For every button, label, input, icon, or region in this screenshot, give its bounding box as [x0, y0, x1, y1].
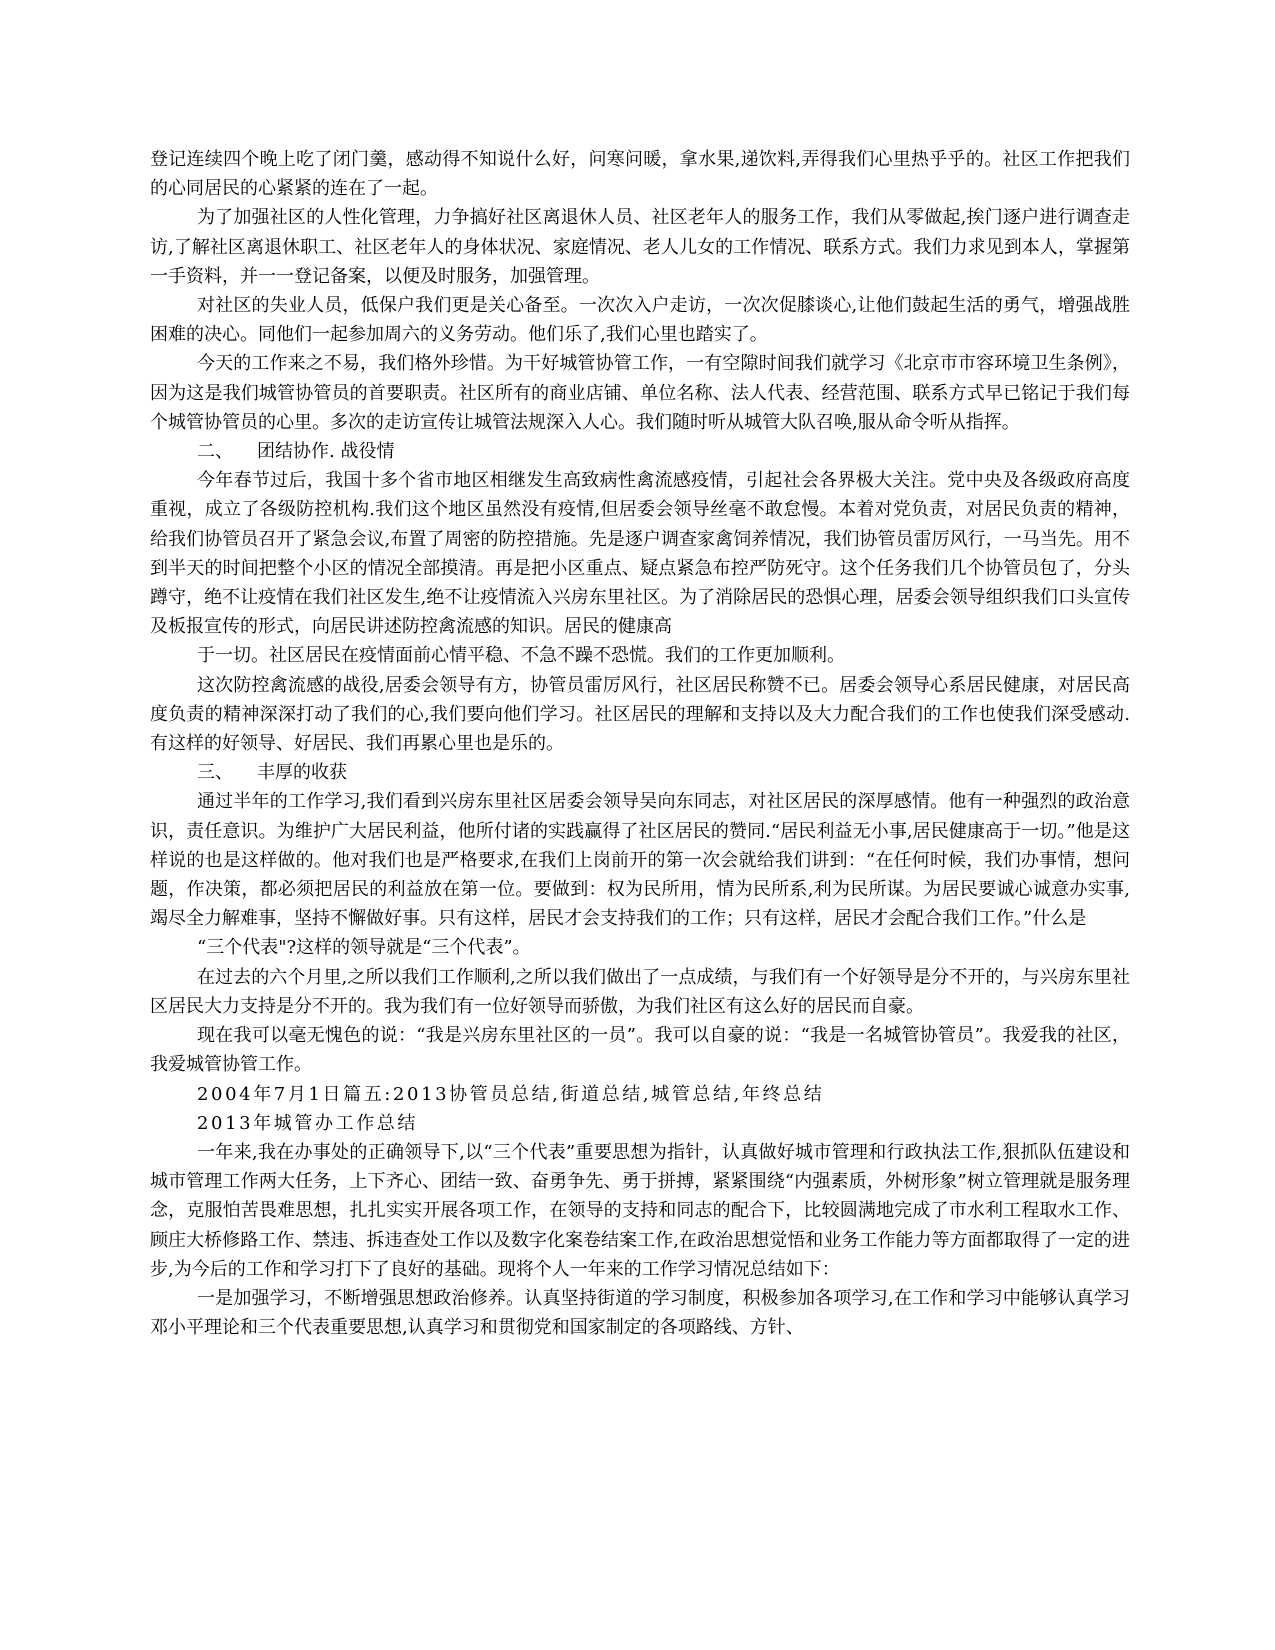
paragraph: 登记连续四个晚上吃了闭门羹，感动得不知说什么好，问寒问暖，拿水果,递饮料,弄得我们心里热乎乎的。社区工作把我们的心同居民的心紧紧的连在了一起。	[150, 149, 1130, 200]
paragraph: “三个代表"?这样的领导就是“三个代表”。	[197, 937, 531, 959]
paragraph: 这次防控禽流感的战役,居委会领导有方，协管员雷厉风行，社区居民称赞不已。居委会领导心系居民健康，对居民高度负责的精神深深打动了我们的心,我们要向他们学习。社区居民的理解和支持以及大力配合我们的工作也使我们深受感动.有这样的好领导、好居民、我们再累心里也是乐的。	[150, 674, 1130, 755]
paragraph: 通过半年的工作学习,我们看到兴房东里社区居委会领导吴向东同志，对社区居民的深厚感情。他有一种强烈的政治意识，责任意识。为维护广大居民利益，他所付诸的实践赢得了社区居民的赞同.“居民利益无小事,居民健康高于一切。”他是这样说的也是这样做的。他对我们也是严格要求,在我们上岗前开的第一次会就给我们讲到：“在任何时候，我们办事情，想问题，作决策，都必须把居民的利益放在第一位。要做到：权为民所用，情为民所系,利为民所谋。为居民要诚心诚意办实事,竭尽全力解难事，坚持不懈做好事。只有这样，居民才会支持我们的工作；只有这样，居民才会配合我们工作。”什么是	[150, 791, 1130, 930]
paragraph: 一年来,我在办事处的正确领导下,以“三个代表”重要思想为指针，认真做好城市管理和行政执法工作,狠抓队伍建设和城市管理工作两大任务，上下齐心、团结一致、奋勇争先、勇于拼搏，紧紧围绕“内强素质，外树形象”树立管理就是服务理念，克服怕苦畏难思想，扎扎实实开展各项工作，在领导的支持和同志的配合下，比较圆满地完成了市水利工程取水工作、顾庄大桥修路工作、禁违、拆违查处工作以及数字化案卷结案工作,在政治思想觉悟和业务工作能力等方面都取得了一定的进步,为今后的工作和学习打下了良好的基础。现将个人一年来的工作学习情况总结如下：	[150, 1141, 1130, 1280]
paragraph: 一是加强学习，不断增强思想政治修养。认真坚持街道的学习制度，积极参加各项学习,在工作和学习中能够认真学习邓小平理论和三个代表重要思想,认真学习和贯彻党和国家制定的各项路线、方针、	[150, 1287, 1130, 1339]
section-number: 三、	[197, 762, 233, 784]
paragraph: 今天的工作来之不易，我们格外珍惜。为干好城管协管工作，一有空隙时间我们就学习《北京市市容环境卫生条例》，因为这是我们城管协管员的首要职责。社区所有的商业店铺、单位名称、法人代表、经营范围、联系方式早已铭记于我们每个城管协管员的心里。多次的走访宣传让城管法规深入人心。我们随时听从城管大队召唤,服从命令听从指挥。	[150, 353, 1130, 433]
paragraph: 今年春节过后，我国十多个省市地区相继发生高致病性禽流感疫情，引起社会各界极大关注。党中央及各级政府高度重视，成立了各级防控机构.我们这个地区虽然没有疫情,但居委会领导丝毫不敢怠慢。本着对党负责，对居民负责的精神，给我们协管员召开了紧急会议,布置了周密的防控措施。先是逐户调查家禽饲养情况，我们协管员雷厉风行，一马当先。用不到半天的时间把整个小区的情况全部摸清。再是把小区重点、疑点紧急布控严防死守。这个任务我们几个协管员包了，分头蹲守，绝不让疫情在我们社区发生,绝不让疫情流入兴房东里社区。为了消除居民的恐惧心理，居委会领导组织我们口头宣传及板报宣传的形式，向居民讲述防控禽流感的知识。居民的健康高	[150, 470, 1130, 638]
paragraph: 于一切。社区居民在疫情面前心情平稳、不急不躁不恐慌。我们的工作更加顺利。	[197, 645, 845, 667]
document-page	[150, 145, 1130, 1342]
section-number: 二、	[197, 441, 233, 463]
paragraph: 现在我可以毫无愧色的说：“我是兴房东里社区的一员”。我可以自豪的说：“我是一名城管协管员”。我爱我的社区，我爱城管协管工作。	[150, 1025, 1130, 1076]
section-heading-2	[150, 437, 1130, 466]
date-and-title-line: 2004年7月1日篇五:2013协管员总结,街道总结,城管总结,年终总结	[197, 1083, 825, 1105]
paragraph: 对社区的失业人员，低保户我们更是关心备至。一次次入户走访，一次次促膝谈心,让他们鼓起生活的勇气，增强战胜困难的决心。同他们一起参加周六的义务劳动。他们乐了,我们心里也踏实了。	[150, 295, 1130, 346]
paragraph: 在过去的六个月里,之所以我们工作顺利,之所以我们做出了一点成绩，与我们有一个好领导是分不开的，与兴房东里社区居民大力支持是分不开的。我为我们有一位好领导而骄傲，为我们社区有这么好的居民而自豪。	[150, 966, 1130, 1017]
section-title: 丰厚的收获	[257, 762, 347, 784]
document-title: 2013年城管办工作总结	[197, 1112, 419, 1134]
section-title: 团结协作. 战役情	[257, 441, 395, 463]
paragraph: 为了加强社区的人性化管理，力争搞好社区离退休人员、社区老年人的服务工作，我们从零做起,挨门逐户进行调查走访,了解社区离退休职工、社区老年人的身体状况、家庭情况、老人儿女的工作情况、联系方式。我们力求见到本人，掌握第一手资料，并一一登记备案，以便及时服务，加强管理。	[150, 207, 1130, 287]
section-heading-3	[150, 758, 1130, 787]
